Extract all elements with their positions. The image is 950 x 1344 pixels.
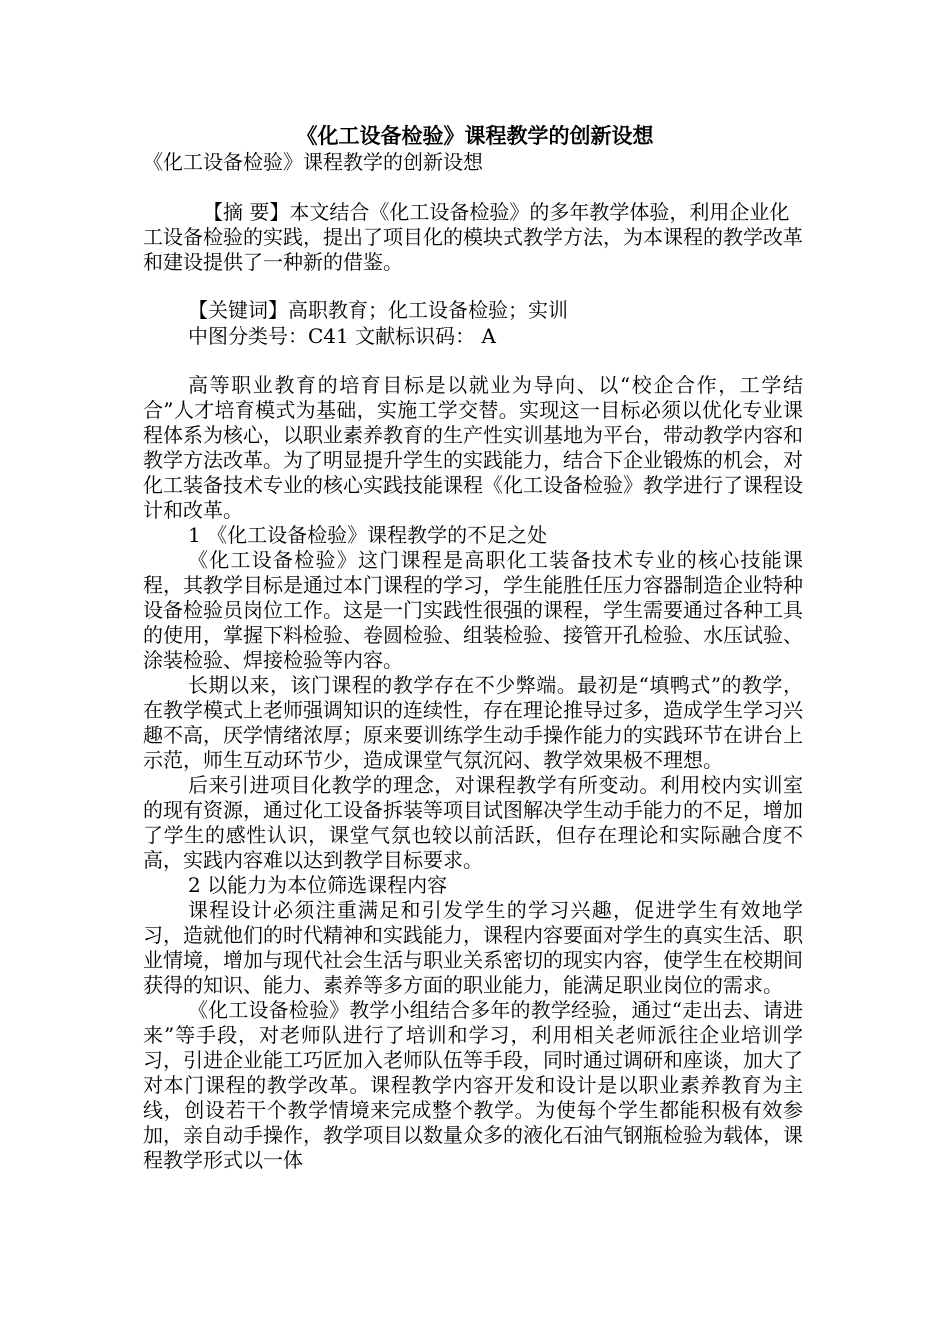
section-2-heading: 2 以能力为本位筛选课程内容	[188, 873, 448, 897]
section-1-paragraph: 长期以来，该门课程的教学存在不少弊端。最初是“填鸭式”的教学，在教学模式上老师强调知识的连续性，存在理论推导过多，造成学生学习兴趣不高，厌学情绪浓厚；原来要训练学生动手操作能力的实践环节在讲台上示范，师生互动环节少，造成课堂气氛沉闷、教学效果极不理想。	[143, 673, 803, 772]
section-2-paragraph: 《化工设备检验》教学小组结合多年的教学经验，通过“走出去、请进来”等手段，对老师队进行了培训和学习，利用相关老师派往企业培训学习，引进企业能工巧匠加入老师队伍等手段，同时通过调研和座谈，加大了对本门课程的教学改革。课程教学内容开发和设计是以职业素养教育为主线，创设若干个教学情境来完成整个教学。为使每个学生都能积极有效参加，亲自动手操作，教学项目以数量众多的液化石油气钢瓶检验为载体，课程教学形式以一体	[143, 998, 803, 1172]
section-2-paragraph: 课程设计必须注重满足和引发学生的学习兴趣，促进学生有效地学习，造就他们的时代精神和实践能力，课程内容要面对学生的真实生活、职业情境，增加与现代社会生活与职业关系密切的现实内容，使学生在校期间获得的知识、能力、素养等多方面的职业能力，能满足职业岗位的需求。	[143, 898, 803, 997]
section-1-heading: 1 《化工设备检验》课程教学的不足之处	[188, 523, 548, 547]
section-1-paragraph: 后来引进项目化教学的理念，对课程教学有所变动。利用校内实训室的现有资源，通过化工设备拆装等项目试图解决学生动手能力的不足，增加了学生的感性认识，课堂气氛也较以前活跃，但存在理论和实际融合度不高，实践内容难以达到教学目标要求。	[143, 773, 803, 872]
section-1-paragraph: 《化工设备检验》这门课程是高职化工装备技术专业的核心技能课程，其教学目标是通过本门课程的学习，学生能胜任压力容器制造企业特种设备检验员岗位工作。这是一门实践性很强的课程，学生需要通过各种工具的使用，掌握下料检验、卷圆检验、组装检验、接管开孔检验、水压试验、涂装检验、焊接检验等内容。	[143, 548, 803, 672]
abstract-paragraph: 【摘 要】本文结合《化工设备检验》的多年教学体验，利用企业化工设备检验的实践，提出了项目化的模块式教学方法，为本课程的教学改革和建设提供了一种新的借鉴。	[143, 200, 803, 274]
keywords-line: 【关键词】高职教育；化工设备检验；实训	[188, 298, 568, 322]
document-subtitle: 《化工设备检验》课程教学的创新设想	[143, 150, 483, 174]
document-body	[143, 373, 803, 1173]
document-title: 《化工设备检验》课程教学的创新设想	[296, 124, 654, 148]
intro-paragraph: 高等职业教育的培育目标是以就业为导向、以“校企合作，工学结合”人才培育模式为基础，实施工学交替。实现这一目标必须以优化专业课程体系为核心，以职业素养教育的生产性实训基地为平台，带动教学内容和教学方法改革。为了明显提升学生的实践能力，结合下企业锻炼的机会，对化工装备技术专业的核心实践技能课程《化工设备检验》教学进行了课程设计和改革。	[143, 373, 803, 522]
classification-line: 中图分类号：C41 文献标识码： A	[188, 324, 496, 348]
